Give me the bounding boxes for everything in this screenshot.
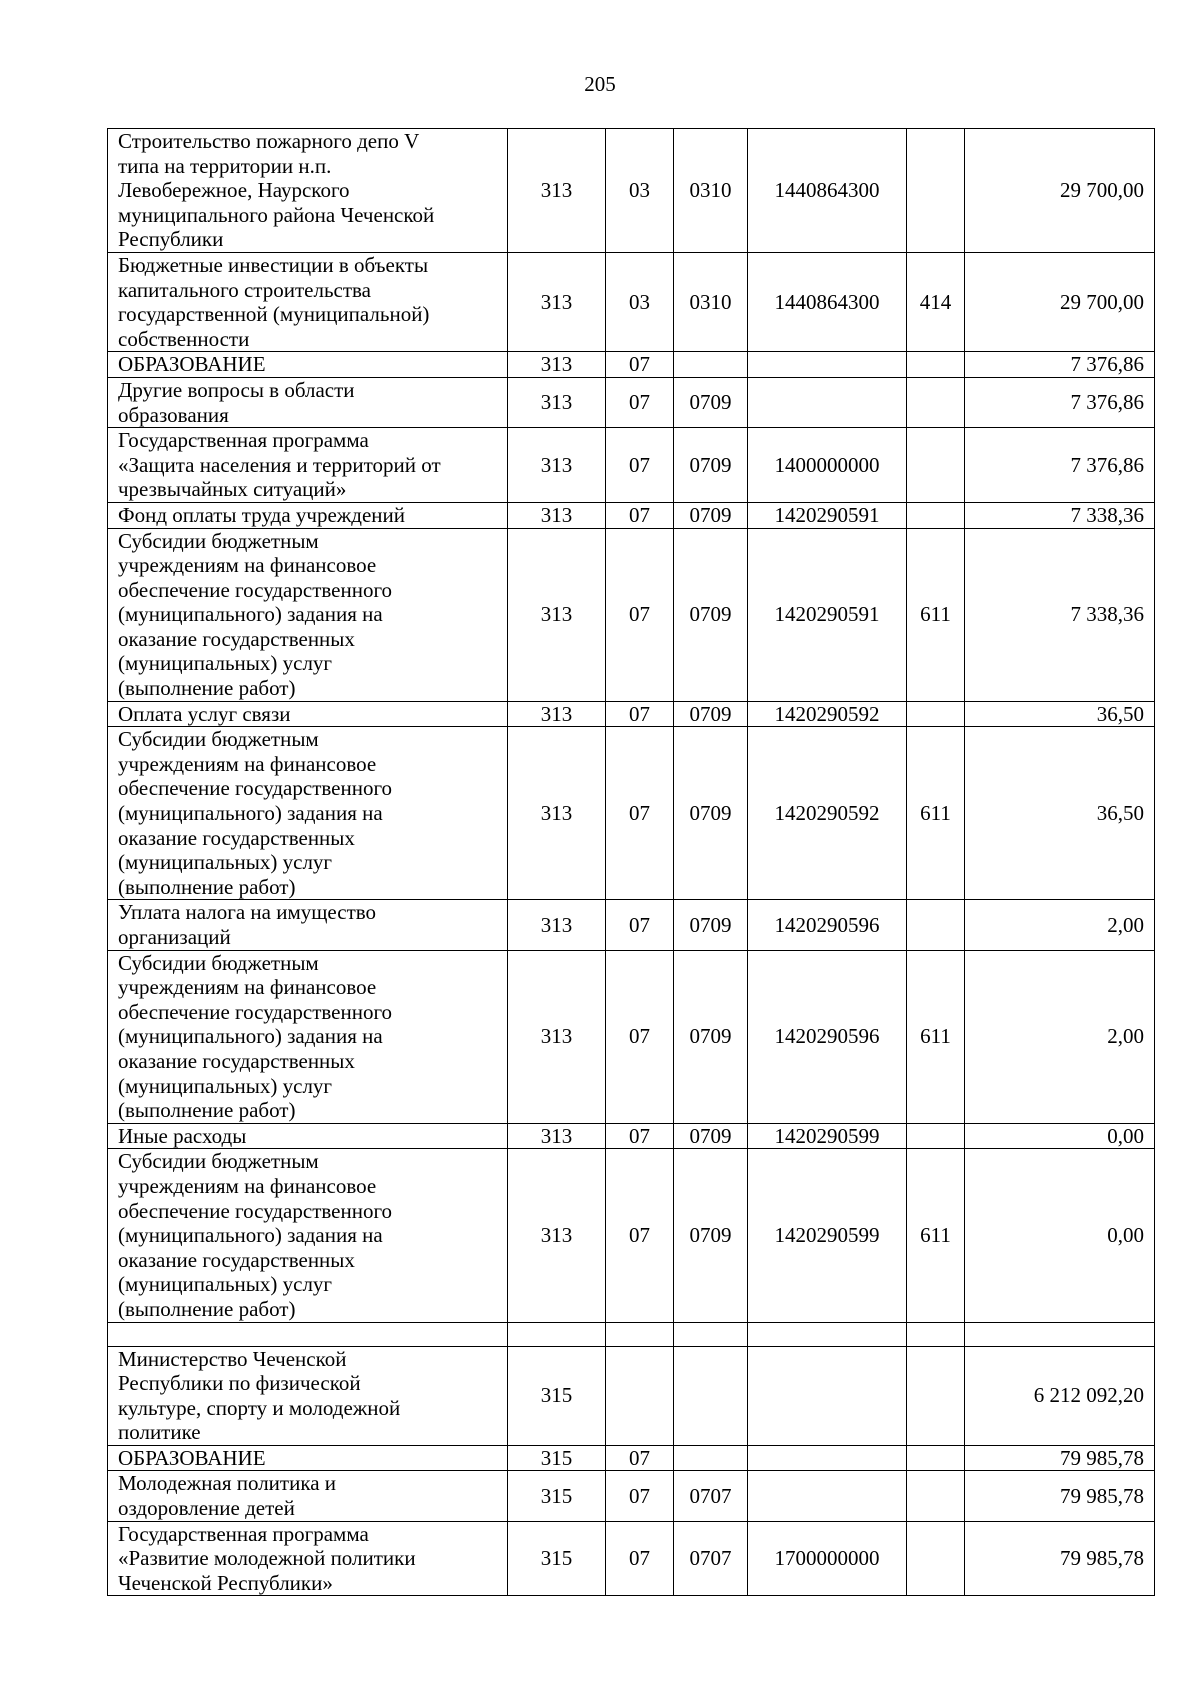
amount-cell: 7 376,86	[965, 377, 1155, 427]
section-code-cell: 07	[606, 502, 674, 528]
gr-code-cell: 313	[508, 727, 606, 900]
section-code-cell: 07	[606, 950, 674, 1123]
expense-type-cell	[907, 1445, 965, 1471]
section-code-cell: 03	[606, 252, 674, 351]
subsection-code-cell: 0709	[674, 1149, 748, 1322]
section-code-cell: 07	[606, 352, 674, 378]
amount-cell: 79 985,78	[965, 1521, 1155, 1596]
table-row	[108, 1471, 1155, 1521]
expense-type-cell: 611	[907, 528, 965, 701]
subsection-code-cell: 0709	[674, 502, 748, 528]
subsection-code-cell: 0709	[674, 950, 748, 1123]
expense-type-cell	[907, 377, 965, 427]
subsection-code-cell: 0709	[674, 528, 748, 701]
expense-name-cell: ОБРАЗОВАНИЕ	[108, 1445, 508, 1471]
target-article-cell	[748, 1445, 907, 1471]
amount-cell: 36,50	[965, 727, 1155, 900]
section-code-cell	[606, 1322, 674, 1346]
subsection-code-cell: 0709	[674, 727, 748, 900]
amount-cell: 79 985,78	[965, 1445, 1155, 1471]
section-code-cell: 07	[606, 1445, 674, 1471]
subsection-code-cell: 0707	[674, 1521, 748, 1596]
gr-code-cell: 313	[508, 950, 606, 1123]
table-row	[108, 900, 1155, 950]
section-code-cell: 07	[606, 1521, 674, 1596]
target-article-cell	[748, 1322, 907, 1346]
expense-type-cell	[907, 900, 965, 950]
target-article-cell: 1400000000	[748, 428, 907, 503]
expense-name-cell: Иные расходы	[108, 1123, 508, 1149]
target-article-cell	[748, 1346, 907, 1445]
section-code-cell: 07	[606, 701, 674, 727]
target-article-cell: 1440864300	[748, 129, 907, 253]
table-row	[108, 1149, 1155, 1322]
subsection-code-cell: 0709	[674, 377, 748, 427]
gr-code-cell: 313	[508, 701, 606, 727]
expense-name-cell: Субсидии бюджетным учреждениям на финансовое обеспечение государственного (муниципального) задания на оказание государственных (муниципальных) услуг (выполнение работ)	[108, 727, 508, 900]
section-code-cell: 07	[606, 1123, 674, 1149]
subsection-code-cell: 0709	[674, 900, 748, 950]
subsection-code-cell: 0310	[674, 129, 748, 253]
section-code-cell: 07	[606, 1471, 674, 1521]
expense-name-cell: ОБРАЗОВАНИЕ	[108, 352, 508, 378]
amount-cell: 29 700,00	[965, 129, 1155, 253]
amount-cell: 29 700,00	[965, 252, 1155, 351]
table-row	[108, 252, 1155, 351]
amount-cell: 6 212 092,20	[965, 1346, 1155, 1445]
target-article-cell	[748, 352, 907, 378]
expense-name-cell: Субсидии бюджетным учреждениям на финансовое обеспечение государственного (муниципального) задания на оказание государственных (муниципальных) услуг (выполнение работ)	[108, 1149, 508, 1322]
target-article-cell: 1440864300	[748, 252, 907, 351]
amount-cell: 36,50	[965, 701, 1155, 727]
expense-type-cell: 414	[907, 252, 965, 351]
gr-code-cell: 313	[508, 502, 606, 528]
table-row	[108, 1123, 1155, 1149]
table-row	[108, 1346, 1155, 1445]
table-row	[108, 1521, 1155, 1596]
subsection-code-cell: 0707	[674, 1471, 748, 1521]
expense-type-cell: 611	[907, 950, 965, 1123]
target-article-cell: 1420290591	[748, 502, 907, 528]
subsection-code-cell	[674, 1346, 748, 1445]
expense-name-cell	[108, 1322, 508, 1346]
target-article-cell: 1420290596	[748, 900, 907, 950]
amount-cell: 2,00	[965, 950, 1155, 1123]
expense-type-cell	[907, 502, 965, 528]
expense-type-cell	[907, 1123, 965, 1149]
gr-code-cell: 313	[508, 352, 606, 378]
table-row	[108, 727, 1155, 900]
target-article-cell	[748, 377, 907, 427]
table-row	[108, 377, 1155, 427]
section-code-cell: 07	[606, 377, 674, 427]
table-row	[108, 502, 1155, 528]
gr-code-cell: 313	[508, 1149, 606, 1322]
page-number: 205	[584, 72, 616, 96]
table-row	[108, 352, 1155, 378]
target-article-cell: 1420290599	[748, 1123, 907, 1149]
gr-code-cell: 313	[508, 129, 606, 253]
target-article-cell: 1700000000	[748, 1521, 907, 1596]
expense-name-cell: Молодежная политика и оздоровление детей	[108, 1471, 508, 1521]
subsection-code-cell: 0310	[674, 252, 748, 351]
section-code-cell: 07	[606, 727, 674, 900]
amount-cell: 7 376,86	[965, 352, 1155, 378]
expense-name-cell: Бюджетные инвестиции в объекты капитального строительства государственной (муниципальной) собственности	[108, 252, 508, 351]
gr-code-cell: 313	[508, 377, 606, 427]
expense-name-cell: Уплата налога на имущество организаций	[108, 900, 508, 950]
section-code-cell: 07	[606, 428, 674, 503]
gr-code-cell	[508, 1322, 606, 1346]
budget-table-body	[108, 129, 1155, 1596]
expense-type-cell	[907, 1346, 965, 1445]
amount-cell: 0,00	[965, 1149, 1155, 1322]
section-code-cell: 03	[606, 129, 674, 253]
table-row	[108, 1445, 1155, 1471]
target-article-cell: 1420290596	[748, 950, 907, 1123]
expense-name-cell: Строительство пожарного депо V типа на территории н.п. Левобережное, Наурского муниципального района Чеченской Республики	[108, 129, 508, 253]
gr-code-cell: 315	[508, 1471, 606, 1521]
subsection-code-cell	[674, 1445, 748, 1471]
target-article-cell: 1420290599	[748, 1149, 907, 1322]
subsection-code-cell	[674, 1322, 748, 1346]
expense-name-cell: Субсидии бюджетным учреждениям на финансовое обеспечение государственного (муниципального) задания на оказание государственных (муниципальных) услуг (выполнение работ)	[108, 950, 508, 1123]
expense-type-cell: 611	[907, 1149, 965, 1322]
section-code-cell: 07	[606, 528, 674, 701]
expense-name-cell: Другие вопросы в области образования	[108, 377, 508, 427]
subsection-code-cell: 0709	[674, 701, 748, 727]
expense-type-cell: 611	[907, 727, 965, 900]
amount-cell: 79 985,78	[965, 1471, 1155, 1521]
amount-cell: 7 376,86	[965, 428, 1155, 503]
subsection-code-cell	[674, 352, 748, 378]
table-row	[108, 950, 1155, 1123]
table-row	[108, 701, 1155, 727]
amount-cell: 0,00	[965, 1123, 1155, 1149]
table-row	[108, 428, 1155, 503]
gr-code-cell: 313	[508, 1123, 606, 1149]
expense-type-cell	[907, 1322, 965, 1346]
expense-type-cell	[907, 129, 965, 253]
amount-cell: 7 338,36	[965, 502, 1155, 528]
gr-code-cell: 313	[508, 528, 606, 701]
subsection-code-cell: 0709	[674, 1123, 748, 1149]
section-code-cell: 07	[606, 1149, 674, 1322]
expense-name-cell: Фонд оплаты труда учреждений	[108, 502, 508, 528]
expense-name-cell: Министерство Чеченской Республики по физической культуре, спорту и молодежной политике	[108, 1346, 508, 1445]
gr-code-cell: 315	[508, 1445, 606, 1471]
target-article-cell: 1420290592	[748, 701, 907, 727]
table-row-spacer	[108, 1322, 1155, 1346]
target-article-cell: 1420290592	[748, 727, 907, 900]
expense-type-cell	[907, 428, 965, 503]
section-code-cell: 07	[606, 900, 674, 950]
expense-type-cell	[907, 1521, 965, 1596]
gr-code-cell: 313	[508, 428, 606, 503]
gr-code-cell: 315	[508, 1521, 606, 1596]
expense-type-cell	[907, 352, 965, 378]
section-code-cell	[606, 1346, 674, 1445]
gr-code-cell: 313	[508, 252, 606, 351]
gr-code-cell: 315	[508, 1346, 606, 1445]
target-article-cell: 1420290591	[748, 528, 907, 701]
subsection-code-cell: 0709	[674, 428, 748, 503]
expense-name-cell: Оплата услуг связи	[108, 701, 508, 727]
table-row	[108, 528, 1155, 701]
budget-table	[107, 128, 1155, 1596]
expense-name-cell: Государственная программа «Защита населения и территорий от чрезвычайных ситуаций»	[108, 428, 508, 503]
expense-type-cell	[907, 1471, 965, 1521]
amount-cell: 7 338,36	[965, 528, 1155, 701]
table-row	[108, 129, 1155, 253]
expense-name-cell: Субсидии бюджетным учреждениям на финансовое обеспечение государственного (муниципального) задания на оказание государственных (муниципальных) услуг (выполнение работ)	[108, 528, 508, 701]
target-article-cell	[748, 1471, 907, 1521]
gr-code-cell: 313	[508, 900, 606, 950]
expense-name-cell: Государственная программа «Развитие молодежной политики Чеченской Республики»	[108, 1521, 508, 1596]
amount-cell	[965, 1322, 1155, 1346]
amount-cell: 2,00	[965, 900, 1155, 950]
expense-type-cell	[907, 701, 965, 727]
